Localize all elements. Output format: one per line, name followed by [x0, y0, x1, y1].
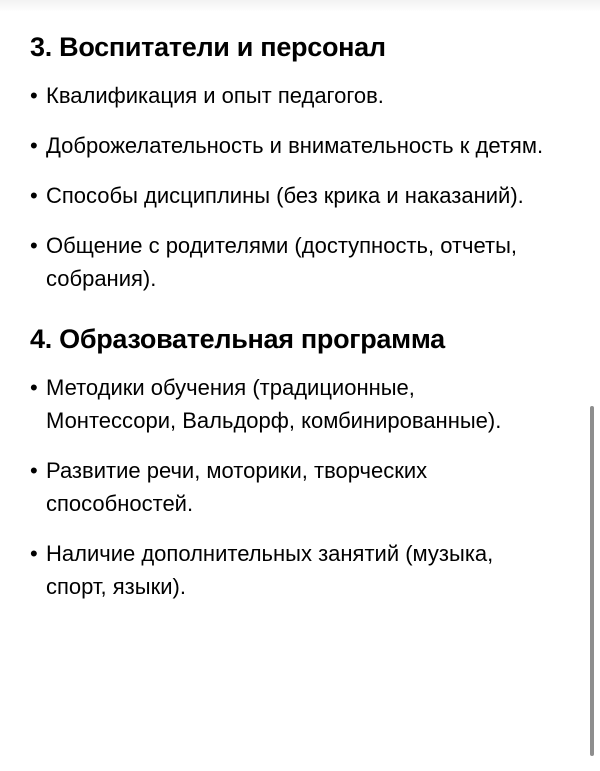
staff-list	[30, 79, 575, 295]
list-item-text: Доброжелательность и внимательность к детям.	[46, 133, 544, 158]
list-item-text: Наличие дополнительных занятий (музыка, спорт, языки).	[46, 541, 494, 599]
scrollbar-thumb[interactable]	[590, 406, 594, 756]
list-item	[30, 79, 546, 112]
section-title-staff: 3. Воспитатели и персонал	[30, 32, 386, 62]
list-item	[30, 537, 546, 603]
list-item-text: Способы дисциплины (без крика и наказаний).	[46, 183, 524, 208]
list-item-text: Развитие речи, моторики, творческих способностей.	[46, 458, 428, 516]
list-item-text: Общение с родителями (доступность, отчеты, собрания).	[46, 233, 518, 291]
list-item	[30, 129, 546, 162]
bullet-icon: •	[30, 541, 38, 566]
list-item	[30, 229, 546, 295]
section-staff	[30, 27, 575, 295]
section-program	[30, 319, 575, 603]
bullet-icon: •	[30, 183, 38, 208]
list-item-text: Квалификация и опыт педагогов.	[46, 83, 384, 108]
bullet-icon: •	[30, 133, 38, 158]
section-title-program: 4. Образовательная программа	[30, 324, 445, 354]
list-item	[30, 179, 546, 212]
bullet-icon: •	[30, 375, 38, 400]
list-item-text: Методики обучения (традиционные, Монтессори, Вальдорф, комбинированные).	[46, 375, 502, 433]
program-list	[30, 371, 575, 603]
bullet-icon: •	[30, 233, 38, 258]
article-content	[30, 27, 575, 603]
top-edge-shadow	[0, 0, 600, 12]
bullet-icon: •	[30, 458, 38, 483]
list-item	[30, 371, 546, 437]
list-item	[30, 454, 546, 520]
bullet-icon: •	[30, 83, 38, 108]
